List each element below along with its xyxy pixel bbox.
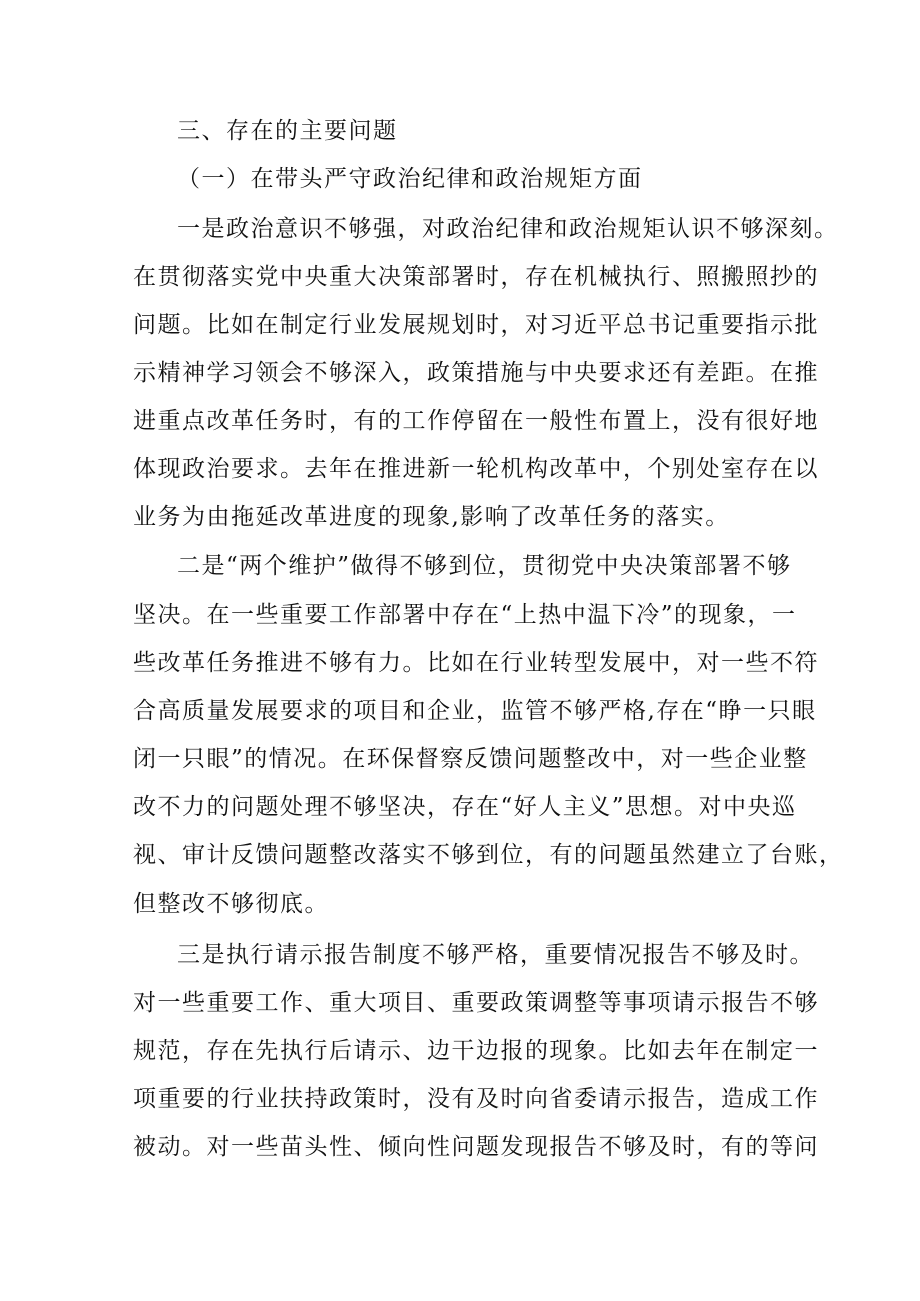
paragraph-line: 视、审计反馈问题整改落实不够到位，有的问题虽然建立了台账， xyxy=(133,842,844,868)
paragraph-line: 合高质量发展要求的项目和企业，监管不够严格,存在“睁一只眼 xyxy=(133,698,817,724)
paragraph-line: 业务为由拖延改革进度的现象,影响了改革任务的落实。 xyxy=(133,504,730,530)
paragraph-line: 对一些重要工作、重大项目、重要政策调整等事项请示报告不够 xyxy=(133,990,819,1016)
section-heading: 三、存在的主要问题 xyxy=(177,118,398,144)
paragraph-line: 项重要的行业扶持政策时，没有及时向省委请示报告，造成工作 xyxy=(133,1086,819,1112)
paragraph-line: 改不力的问题处理不够坚决，存在“好人主义”思想。对中央巡 xyxy=(133,794,797,820)
paragraph-line: 闭一只眼”的情况。在环保督察反馈问题整改中，对一些企业整 xyxy=(133,746,808,772)
paragraph-line: 些改革任务推进不够有力。比如在行业转型发展中，对一些不符 xyxy=(133,650,819,676)
paragraph-line: 被动。对一些苗头性、倾向性问题发现报告不够及时，有的等问 xyxy=(133,1134,819,1160)
paragraph-line: 问题。比如在制定行业发展规划时，对习近平总书记重要指示批 xyxy=(133,312,819,338)
paragraph-line: 进重点改革任务时，有的工作停留在一般性布置上，没有很好地 xyxy=(133,408,819,434)
paragraph-line: 坚决。在一些重要工作部署中存在“上热中温下冷”的现象，一 xyxy=(133,602,797,628)
paragraph-line: 二是“两个维护”做得不够到位，贯彻党中央决策部署不够 xyxy=(177,553,792,579)
paragraph-line: 在贯彻落实党中央重大决策部署时，存在机械执行、照搬照抄的 xyxy=(133,264,819,290)
paragraph-line: 体现政治要求。去年在推进新一轮机构改革中，个别处室存在以 xyxy=(133,456,819,482)
paragraph-line: 规范，存在先执行后请示、边干边报的现象。比如去年在制定一 xyxy=(133,1038,819,1064)
paragraph-line: 一是政治意识不够强，对政治纪律和政治规矩认识不够深刻。 xyxy=(177,216,839,242)
section-subheading: （一）在带头严守政治纪律和政治规矩方面 xyxy=(177,166,643,192)
paragraph-line: 但整改不够彻底。 xyxy=(133,891,329,917)
paragraph-line: 示精神学习领会不够深入，政策措施与中央要求还有差距。在推 xyxy=(133,360,819,386)
paragraph-line: 三是执行请示报告制度不够严格，重要情况报告不够及时。 xyxy=(177,942,814,968)
